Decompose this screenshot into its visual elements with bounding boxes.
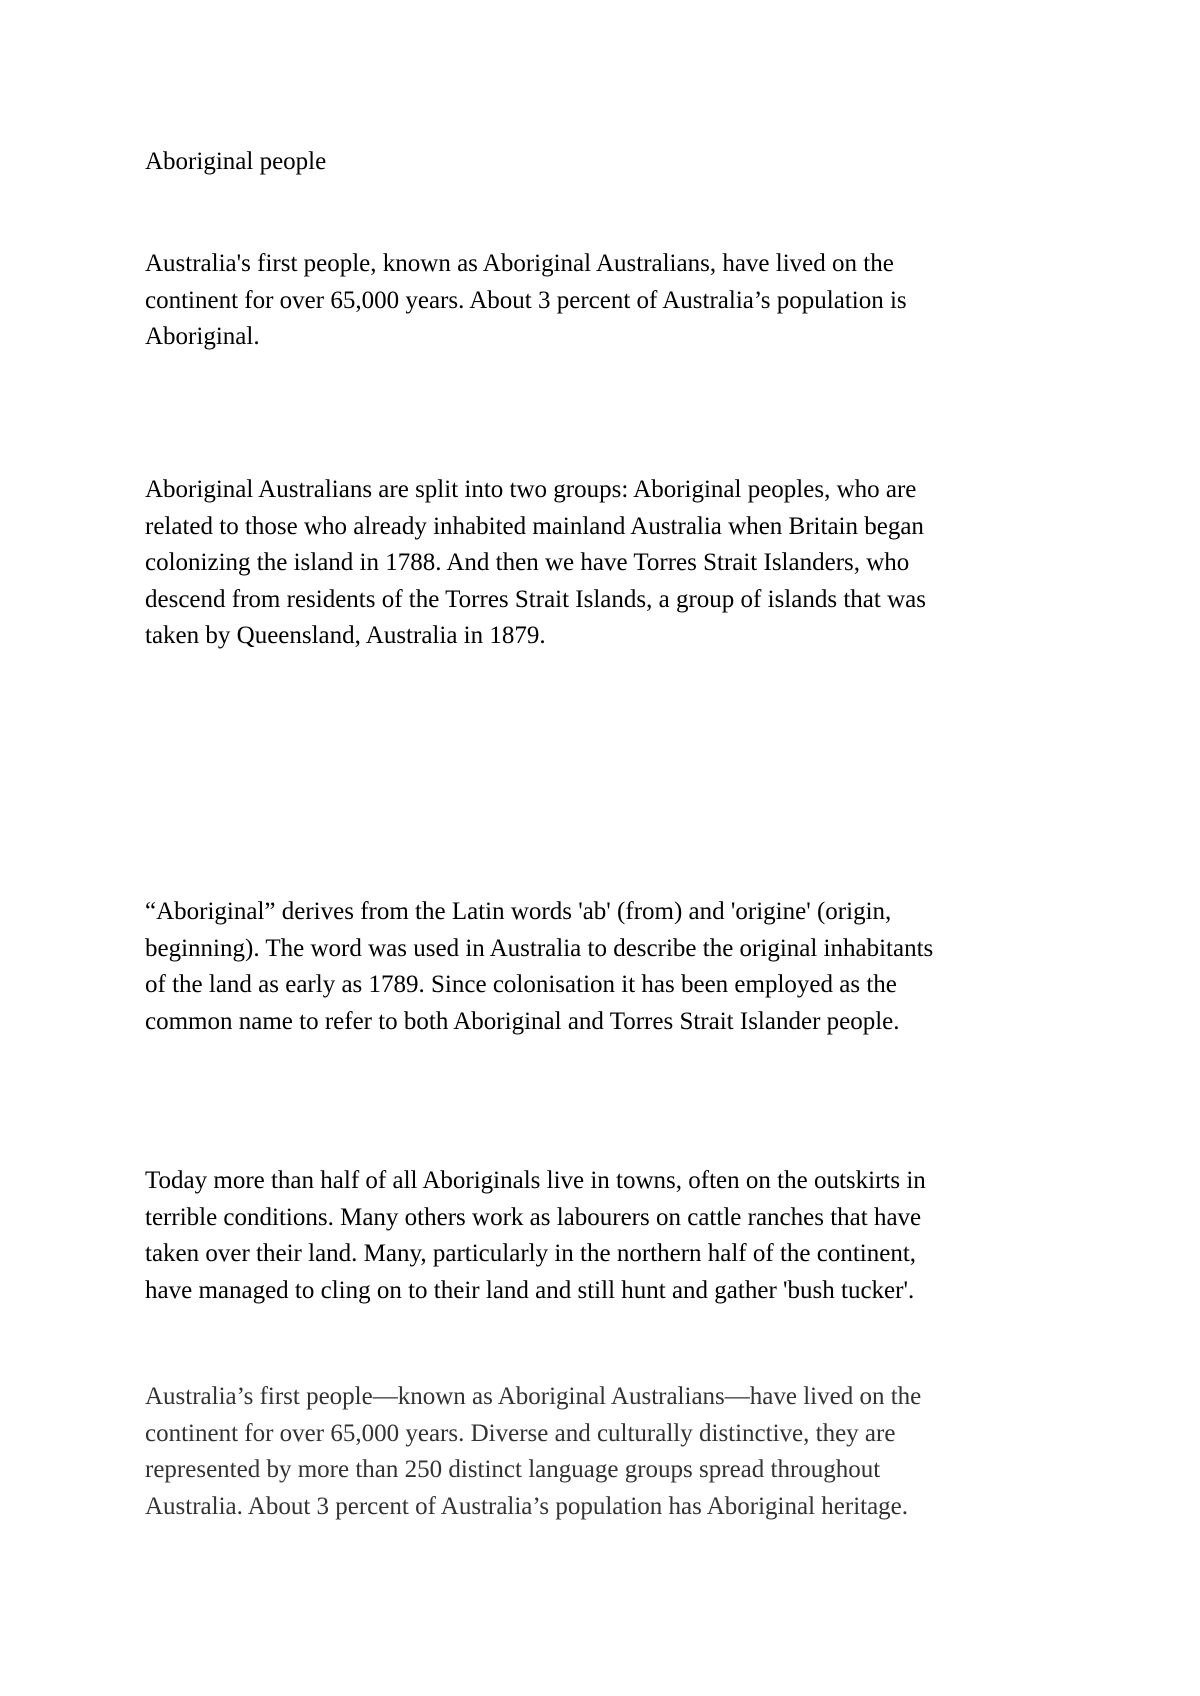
paragraph-5 xyxy=(145,1379,1045,1525)
paragraph-line: Australia’s first people—known as Aboriginal Australians—have lived on the xyxy=(145,1383,922,1410)
paragraph-line: Australia's first people, known as Aboriginal Australians, have lived on the xyxy=(145,250,894,277)
document-title xyxy=(145,144,1045,181)
paragraph-2 xyxy=(145,472,1045,655)
paragraph-line: have managed to cling on to their land and still hunt and gather 'bush tucker'. xyxy=(145,1276,915,1304)
title-text: Aboriginal people xyxy=(145,148,327,175)
paragraph-line: Today more than half of all Aboriginals live in towns, often on the outskirts in xyxy=(145,1167,926,1194)
paragraph-line: Aboriginal Australians are split into two groups: Aboriginal peoples, who are xyxy=(145,476,917,503)
paragraph-line: terrible conditions. Many others work as labourers on cattle ranches that have xyxy=(145,1203,922,1231)
paragraph-line: Aboriginal. xyxy=(145,323,260,350)
paragraph-line: colonizing the island in 1788. And then we have Torres Strait Islanders, who xyxy=(145,549,910,576)
paragraph-4 xyxy=(145,1163,1045,1309)
paragraph-line: beginning). The word was used in Australia to describe the original inhabitants xyxy=(145,934,934,962)
paragraph-line: continent for over 65,000 years. Diverse and culturally distinctive, they are xyxy=(145,1419,896,1447)
paragraph-line: Australia. About 3 percent of Australia’s population has Aboriginal heritage. xyxy=(145,1492,909,1520)
paragraph-line: represented by more than 250 distinct language groups spread throughout xyxy=(145,1456,881,1483)
paragraph-line: descend from residents of the Torres Strait Islands, a group of islands that was xyxy=(145,585,926,613)
paragraph-line: of the land as early as 1789. Since colonisation it has been employed as the xyxy=(145,971,897,998)
paragraph-1 xyxy=(145,246,1045,356)
paragraph-line: common name to refer to both Aboriginal and Torres Strait Islander people. xyxy=(145,1007,900,1035)
paragraph-line: related to those who already inhabited mainland Australia when Britain began xyxy=(145,512,924,540)
paragraph-line: taken over their land. Many, particularly in the northern half of the continent, xyxy=(145,1240,917,1267)
paragraph-line: continent for over 65,000 years. About 3 percent of Australia’s population is xyxy=(145,286,907,314)
paragraph-line: taken by Queensland, Australia in 1879. xyxy=(145,622,546,649)
paragraph-3 xyxy=(145,894,1045,1040)
paragraph-line: “Aboriginal” derives from the Latin words 'ab' (from) and 'origine' (origin, xyxy=(145,898,892,925)
